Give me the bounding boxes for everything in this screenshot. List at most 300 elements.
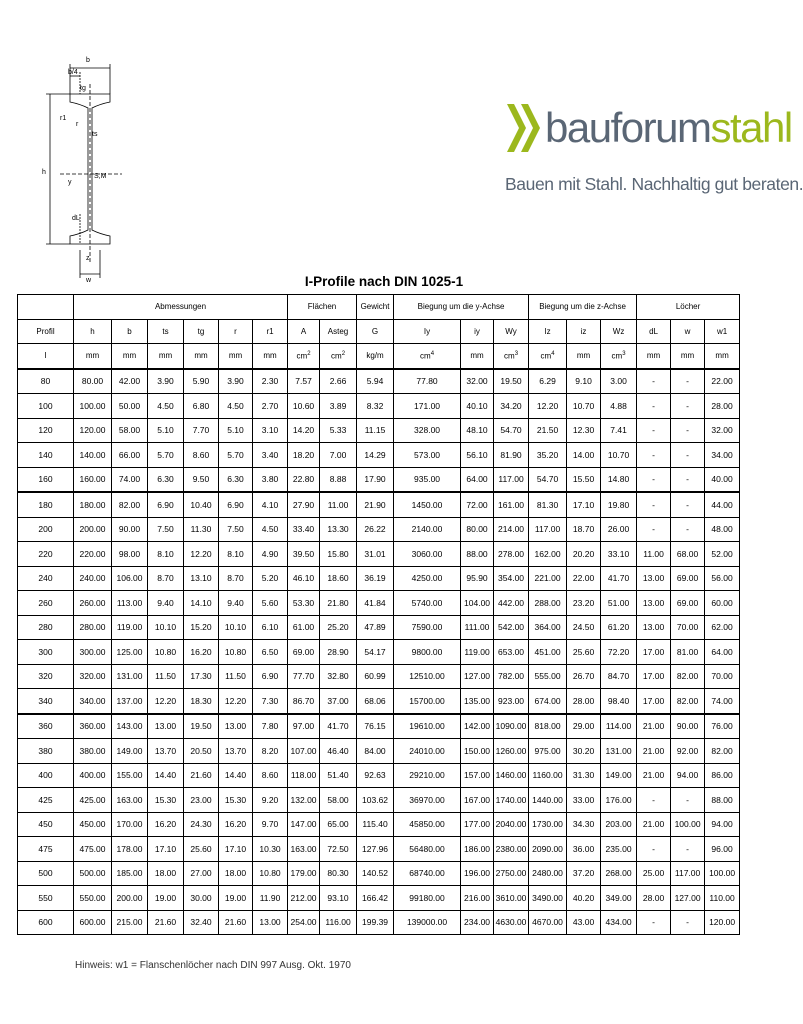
- unit-label: mm: [122, 351, 137, 361]
- value-cell: 58.00: [112, 418, 148, 443]
- value-cell: 81.30: [529, 492, 567, 517]
- value-cell: 8.60: [253, 763, 288, 788]
- value-cell: 5.90: [184, 369, 219, 394]
- label-h: h: [42, 169, 46, 176]
- profile-cell: 200: [18, 517, 74, 542]
- value-cell: 32.00: [461, 369, 494, 394]
- value-cell: 9800.00: [394, 640, 461, 665]
- value-cell: 1730.00: [529, 812, 567, 837]
- profile-cell: 360: [18, 714, 74, 739]
- value-cell: 10.10: [219, 615, 253, 640]
- profile-cell: 380: [18, 739, 74, 764]
- value-cell: 16.20: [148, 812, 184, 837]
- value-cell: 104.00: [461, 591, 494, 616]
- value-cell: 66.00: [112, 443, 148, 468]
- unit-label: cm: [331, 351, 342, 361]
- value-cell: 32.00: [705, 418, 740, 443]
- value-cell: 31.30: [567, 763, 601, 788]
- unit-cell: [494, 344, 529, 369]
- value-cell: 10.40: [184, 492, 219, 517]
- profile-cell: 140: [18, 443, 74, 468]
- unit-cell: [705, 344, 740, 369]
- table-row: [18, 418, 740, 443]
- value-cell: 288.00: [529, 591, 567, 616]
- value-cell: 21.50: [529, 418, 567, 443]
- value-cell: 161.00: [494, 492, 529, 517]
- value-cell: 29.00: [567, 714, 601, 739]
- value-cell: 15.30: [148, 788, 184, 813]
- table-row: [18, 542, 740, 567]
- value-cell: 139000.00: [394, 910, 461, 935]
- value-cell: 24.30: [184, 812, 219, 837]
- group-biegung-y: Biegung um die y-Achse: [394, 295, 529, 320]
- unit-label: mm: [470, 351, 484, 361]
- value-cell: 214.00: [494, 517, 529, 542]
- value-cell: -: [637, 394, 671, 419]
- value-cell: 16.20: [184, 640, 219, 665]
- unit-exponent: 3: [622, 350, 626, 357]
- value-cell: 13.70: [219, 739, 253, 764]
- profile-cell: 550: [18, 886, 74, 911]
- value-cell: 17.10: [148, 837, 184, 862]
- value-cell: 254.00: [288, 910, 320, 935]
- value-cell: 50.00: [112, 394, 148, 419]
- value-cell: -: [671, 910, 705, 935]
- value-cell: 54.70: [494, 418, 529, 443]
- label-z: z: [86, 255, 90, 262]
- value-cell: 3.10: [253, 418, 288, 443]
- value-cell: 24010.00: [394, 739, 461, 764]
- value-cell: 149.00: [601, 763, 637, 788]
- value-cell: 40.00: [705, 467, 740, 492]
- value-cell: -: [637, 910, 671, 935]
- value-cell: 21.60: [219, 910, 253, 935]
- value-cell: 12.20: [184, 542, 219, 567]
- value-cell: 2090.00: [529, 837, 567, 862]
- value-cell: 1160.00: [529, 763, 567, 788]
- value-cell: 167.00: [461, 788, 494, 813]
- value-cell: 2480.00: [529, 861, 567, 886]
- table-row: [18, 467, 740, 492]
- value-cell: 106.00: [112, 566, 148, 591]
- value-cell: 2.70: [253, 394, 288, 419]
- value-cell: 27.90: [288, 492, 320, 517]
- value-cell: 86.70: [288, 689, 320, 714]
- unit-label: mm: [85, 351, 100, 361]
- value-cell: 116.00: [320, 910, 357, 935]
- value-cell: 33.40: [288, 517, 320, 542]
- value-cell: 4.50: [219, 394, 253, 419]
- value-cell: 3.90: [219, 369, 253, 394]
- value-cell: 340.00: [74, 689, 112, 714]
- unit-exponent: 2: [307, 350, 311, 357]
- value-cell: 36.19: [357, 566, 394, 591]
- value-cell: 21.90: [357, 492, 394, 517]
- value-cell: 5.33: [320, 418, 357, 443]
- value-cell: 143.00: [112, 714, 148, 739]
- value-cell: 92.63: [357, 763, 394, 788]
- value-cell: 157.00: [461, 763, 494, 788]
- profile-table: [17, 294, 740, 935]
- column-wz: Wz: [601, 319, 637, 344]
- value-cell: 84.70: [601, 664, 637, 689]
- unit-cell: [320, 344, 357, 369]
- value-cell: 8.60: [184, 443, 219, 468]
- profile-cell: 80: [18, 369, 74, 394]
- table-row: [18, 492, 740, 517]
- profile-cell: 120: [18, 418, 74, 443]
- unit-label: mm: [158, 351, 173, 361]
- unit-cell: [357, 344, 394, 369]
- value-cell: 10.80: [253, 861, 288, 886]
- value-cell: 6.90: [148, 492, 184, 517]
- value-cell: 140.52: [357, 861, 394, 886]
- value-cell: 13.70: [148, 739, 184, 764]
- value-cell: -: [637, 467, 671, 492]
- profile-cell: 600: [18, 910, 74, 935]
- value-cell: 212.00: [288, 886, 320, 911]
- value-cell: 117.00: [671, 861, 705, 886]
- value-cell: 119.00: [112, 615, 148, 640]
- table-row: [18, 517, 740, 542]
- column-tg: tg: [184, 319, 219, 344]
- value-cell: 51.00: [601, 591, 637, 616]
- value-cell: 82.00: [112, 492, 148, 517]
- unit-label: mm: [576, 351, 591, 361]
- value-cell: 14.80: [601, 467, 637, 492]
- value-cell: 2750.00: [494, 861, 529, 886]
- column-r1: r1: [253, 319, 288, 344]
- column-w: w: [671, 319, 705, 344]
- value-cell: 8.20: [253, 739, 288, 764]
- column-g: G: [357, 319, 394, 344]
- value-cell: 9.70: [253, 812, 288, 837]
- value-cell: 100.00: [671, 812, 705, 837]
- value-cell: -: [637, 837, 671, 862]
- value-cell: 74.00: [112, 467, 148, 492]
- value-cell: 80.30: [320, 861, 357, 886]
- unit-label: cm: [420, 351, 431, 361]
- unit-label: mm: [263, 351, 277, 361]
- column-names-row: [18, 319, 740, 344]
- unit-profil: I: [18, 344, 74, 369]
- value-cell: 17.10: [567, 492, 601, 517]
- unit-cell: [148, 344, 184, 369]
- value-cell: 199.39: [357, 910, 394, 935]
- value-cell: -: [671, 467, 705, 492]
- value-cell: 11.50: [219, 664, 253, 689]
- table-row: [18, 861, 740, 886]
- value-cell: 6.90: [253, 664, 288, 689]
- value-cell: 170.00: [112, 812, 148, 837]
- value-cell: 86.00: [705, 763, 740, 788]
- value-cell: 196.00: [461, 861, 494, 886]
- unit-exponent: 2: [341, 350, 346, 357]
- value-cell: 17.30: [184, 664, 219, 689]
- units-row: [18, 344, 740, 369]
- value-cell: 5.94: [357, 369, 394, 394]
- value-cell: 88.00: [705, 788, 740, 813]
- value-cell: 25.20: [320, 615, 357, 640]
- value-cell: 17.90: [357, 467, 394, 492]
- value-cell: -: [637, 788, 671, 813]
- unit-cell: [567, 344, 601, 369]
- column-iy: iy: [461, 319, 494, 344]
- value-cell: 10.10: [148, 615, 184, 640]
- value-cell: 9.40: [219, 591, 253, 616]
- group-gewicht: Gewicht: [357, 295, 394, 320]
- value-cell: 2380.00: [494, 837, 529, 862]
- value-cell: 163.00: [288, 837, 320, 862]
- value-cell: 5740.00: [394, 591, 461, 616]
- value-cell: 16.20: [219, 812, 253, 837]
- profile-cell: 500: [18, 861, 74, 886]
- empty-corner-cell: [18, 295, 74, 320]
- value-cell: 58.00: [320, 788, 357, 813]
- value-cell: 39.50: [288, 542, 320, 567]
- value-cell: 18.60: [320, 566, 357, 591]
- value-cell: 6.50: [253, 640, 288, 665]
- value-cell: 2140.00: [394, 517, 461, 542]
- value-cell: 26.00: [601, 517, 637, 542]
- value-cell: 163.00: [112, 788, 148, 813]
- profile-cell: 220: [18, 542, 74, 567]
- value-cell: 11.30: [184, 517, 219, 542]
- value-cell: 31.01: [357, 542, 394, 567]
- value-cell: 34.20: [494, 394, 529, 419]
- value-cell: 18.70: [567, 517, 601, 542]
- column-r: r: [219, 319, 253, 344]
- label-r: r: [76, 121, 79, 128]
- value-cell: 95.90: [461, 566, 494, 591]
- value-cell: 17.00: [637, 689, 671, 714]
- value-cell: 34.00: [705, 443, 740, 468]
- value-cell: 7.41: [601, 418, 637, 443]
- value-cell: 149.00: [112, 739, 148, 764]
- value-cell: 19610.00: [394, 714, 461, 739]
- value-cell: 975.00: [529, 739, 567, 764]
- value-cell: 2.66: [320, 369, 357, 394]
- value-cell: 10.80: [148, 640, 184, 665]
- label-y: y: [68, 179, 72, 186]
- value-cell: 8.10: [219, 542, 253, 567]
- profile-cell: 320: [18, 664, 74, 689]
- value-cell: 70.00: [671, 615, 705, 640]
- table-row: [18, 763, 740, 788]
- label-sm: S,M: [94, 173, 107, 180]
- value-cell: 4.90: [253, 542, 288, 567]
- unit-cell: [112, 344, 148, 369]
- value-cell: 653.00: [494, 640, 529, 665]
- value-cell: -: [637, 492, 671, 517]
- value-cell: 37.00: [320, 689, 357, 714]
- value-cell: 127.00: [671, 886, 705, 911]
- value-cell: -: [671, 517, 705, 542]
- value-cell: 8.70: [219, 566, 253, 591]
- value-cell: 1440.00: [529, 788, 567, 813]
- value-cell: 240.00: [74, 566, 112, 591]
- value-cell: 103.62: [357, 788, 394, 813]
- value-cell: 137.00: [112, 689, 148, 714]
- value-cell: 13.00: [637, 566, 671, 591]
- table-row: [18, 788, 740, 813]
- value-cell: 48.10: [461, 418, 494, 443]
- value-cell: 4250.00: [394, 566, 461, 591]
- unit-label: cm: [611, 351, 623, 361]
- table-row: [18, 566, 740, 591]
- value-cell: 113.00: [112, 591, 148, 616]
- value-cell: -: [671, 788, 705, 813]
- value-cell: 451.00: [529, 640, 567, 665]
- bauforumstahl-logo: [505, 100, 803, 200]
- value-cell: 111.00: [461, 615, 494, 640]
- value-cell: 6.80: [184, 394, 219, 419]
- value-cell: 4630.00: [494, 910, 529, 935]
- value-cell: 84.00: [357, 739, 394, 764]
- table-row: [18, 394, 740, 419]
- value-cell: 200.00: [74, 517, 112, 542]
- group-abmessungen: Abmessungen: [74, 295, 288, 320]
- table-row: [18, 837, 740, 862]
- unit-cell: [219, 344, 253, 369]
- value-cell: 53.30: [288, 591, 320, 616]
- page-title: I-Profile nach DIN 1025-1: [304, 274, 464, 289]
- value-cell: 5.20: [253, 566, 288, 591]
- logo-wordmark: [545, 102, 792, 154]
- value-cell: 1450.00: [394, 492, 461, 517]
- unit-cell: [637, 344, 671, 369]
- value-cell: 7.30: [253, 689, 288, 714]
- value-cell: 4.50: [253, 517, 288, 542]
- value-cell: 12.20: [219, 689, 253, 714]
- value-cell: 21.00: [637, 812, 671, 837]
- value-cell: 11.00: [637, 542, 671, 567]
- unit-label: mm: [680, 351, 695, 361]
- value-cell: 320.00: [74, 664, 112, 689]
- profile-cell: 100: [18, 394, 74, 419]
- value-cell: 550.00: [74, 886, 112, 911]
- value-cell: 23.20: [567, 591, 601, 616]
- value-cell: 186.00: [461, 837, 494, 862]
- label-r1: r1: [60, 115, 67, 122]
- unit-cell: [74, 344, 112, 369]
- value-cell: 6.30: [148, 467, 184, 492]
- value-cell: 97.00: [288, 714, 320, 739]
- table-row: [18, 812, 740, 837]
- profile-cell: 260: [18, 591, 74, 616]
- value-cell: 69.00: [671, 566, 705, 591]
- unit-cell: [394, 344, 461, 369]
- value-cell: 127.96: [357, 837, 394, 862]
- value-cell: 14.00: [567, 443, 601, 468]
- unit-label: mm: [228, 351, 243, 361]
- value-cell: 19.80: [601, 492, 637, 517]
- value-cell: 15.30: [219, 788, 253, 813]
- value-cell: 117.00: [529, 517, 567, 542]
- value-cell: 127.00: [461, 664, 494, 689]
- value-cell: 674.00: [529, 689, 567, 714]
- profile-cell: 160: [18, 467, 74, 492]
- value-cell: 782.00: [494, 664, 529, 689]
- value-cell: 3610.00: [494, 886, 529, 911]
- value-cell: 18.00: [219, 861, 253, 886]
- group-flaechen: Flächen: [288, 295, 357, 320]
- value-cell: 48.00: [705, 517, 740, 542]
- value-cell: 14.40: [219, 763, 253, 788]
- value-cell: 119.00: [461, 640, 494, 665]
- value-cell: 268.00: [601, 861, 637, 886]
- value-cell: 62.00: [705, 615, 740, 640]
- value-cell: 41.84: [357, 591, 394, 616]
- value-cell: 131.00: [112, 664, 148, 689]
- value-cell: 260.00: [74, 591, 112, 616]
- value-cell: 54.17: [357, 640, 394, 665]
- value-cell: 26.70: [567, 664, 601, 689]
- value-cell: 35.20: [529, 443, 567, 468]
- value-cell: 40.10: [461, 394, 494, 419]
- value-cell: 77.80: [394, 369, 461, 394]
- value-cell: 20.20: [567, 542, 601, 567]
- value-cell: 155.00: [112, 763, 148, 788]
- value-cell: -: [671, 492, 705, 517]
- value-cell: 9.20: [253, 788, 288, 813]
- value-cell: 92.00: [671, 739, 705, 764]
- value-cell: 23.00: [184, 788, 219, 813]
- value-cell: 54.70: [529, 467, 567, 492]
- value-cell: 923.00: [494, 689, 529, 714]
- group-loecher: Löcher: [637, 295, 740, 320]
- value-cell: 30.20: [567, 739, 601, 764]
- value-cell: 94.00: [705, 812, 740, 837]
- column-wy: Wy: [494, 319, 529, 344]
- value-cell: 12.20: [529, 394, 567, 419]
- value-cell: 115.40: [357, 812, 394, 837]
- value-cell: 166.42: [357, 886, 394, 911]
- value-cell: 28.90: [320, 640, 357, 665]
- table-row: [18, 714, 740, 739]
- unit-label: mm: [715, 351, 729, 361]
- value-cell: 2.30: [253, 369, 288, 394]
- value-cell: 70.00: [705, 664, 740, 689]
- profile-cell: 340: [18, 689, 74, 714]
- table-row: [18, 443, 740, 468]
- value-cell: 278.00: [494, 542, 529, 567]
- label-b4: b/4: [68, 69, 78, 76]
- value-cell: 18.00: [148, 861, 184, 886]
- value-cell: 18.30: [184, 689, 219, 714]
- value-cell: 60.00: [705, 591, 740, 616]
- value-cell: 1090.00: [494, 714, 529, 739]
- table-row: [18, 640, 740, 665]
- value-cell: 25.60: [567, 640, 601, 665]
- value-cell: 14.29: [357, 443, 394, 468]
- value-cell: 65.00: [320, 812, 357, 837]
- value-cell: 32.80: [320, 664, 357, 689]
- value-cell: 76.00: [705, 714, 740, 739]
- unit-label: mm: [646, 351, 661, 361]
- label-tg: tg: [80, 85, 86, 92]
- value-cell: 9.10: [567, 369, 601, 394]
- value-cell: 46.40: [320, 739, 357, 764]
- value-cell: 135.00: [461, 689, 494, 714]
- unit-cell: [461, 344, 494, 369]
- value-cell: 13.00: [637, 591, 671, 616]
- value-cell: 68.00: [671, 542, 705, 567]
- value-cell: 14.20: [288, 418, 320, 443]
- value-cell: 77.70: [288, 664, 320, 689]
- value-cell: 14.10: [184, 591, 219, 616]
- value-cell: 3.80: [253, 467, 288, 492]
